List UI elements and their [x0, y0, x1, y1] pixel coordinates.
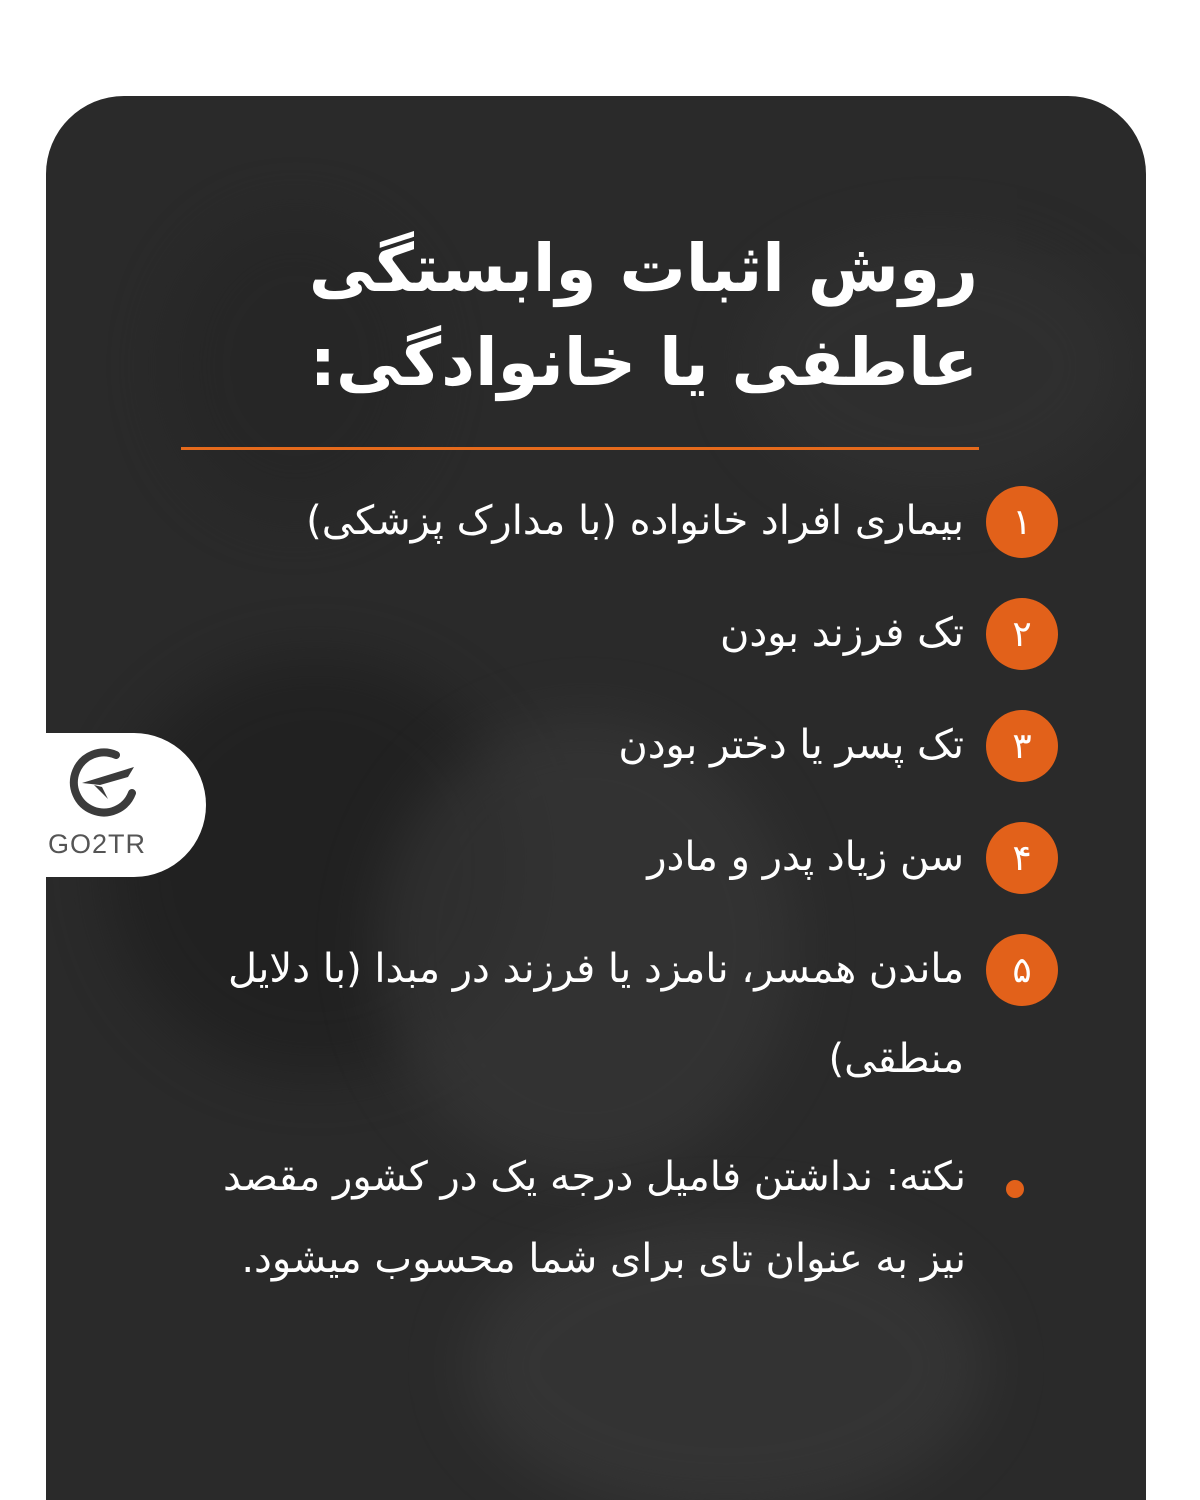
title-line-2: عاطفی یا خانوادگی: — [309, 324, 978, 401]
list-item-text: سن زیاد پدر و مادر — [647, 834, 964, 880]
list-item — [178, 934, 1058, 1104]
list-item-text: ماندن همسر، نامزد یا فرزند در مبدا (با دلایل منطقی) — [227, 946, 964, 1082]
number-badge: ۲ — [986, 598, 1058, 670]
list-item — [178, 486, 1058, 566]
number-badge: ۴ — [986, 822, 1058, 894]
brand-logo[interactable] — [46, 733, 206, 877]
number-badge: ۱ — [986, 486, 1058, 558]
note — [178, 1136, 1058, 1300]
number-badge: ۳ — [986, 710, 1058, 782]
list-item-text: تک فرزند بودن — [720, 610, 964, 656]
page-title — [218, 222, 978, 410]
list-item-text: تک پسر یا دختر بودن — [618, 722, 964, 768]
requirements-list — [178, 486, 1058, 1300]
title-divider — [181, 447, 979, 450]
list-item — [178, 822, 1058, 902]
plane-logo-icon — [64, 747, 144, 817]
list-item-text: بیماری افراد خانواده (با مدارک پزشکی) — [306, 498, 964, 544]
list-item — [178, 598, 1058, 678]
note-text: نکته: نداشتن فامیل درجه یک در کشور مقصد نیز به عنوان تای برای شما محسوب میشود. — [222, 1154, 966, 1282]
list-item — [178, 710, 1058, 790]
logo-text: GO2TR — [48, 829, 147, 859]
title-line-1: روش اثبات وابستگی — [308, 230, 978, 307]
bullet-icon — [1006, 1180, 1024, 1198]
number-badge: ۵ — [986, 934, 1058, 1006]
